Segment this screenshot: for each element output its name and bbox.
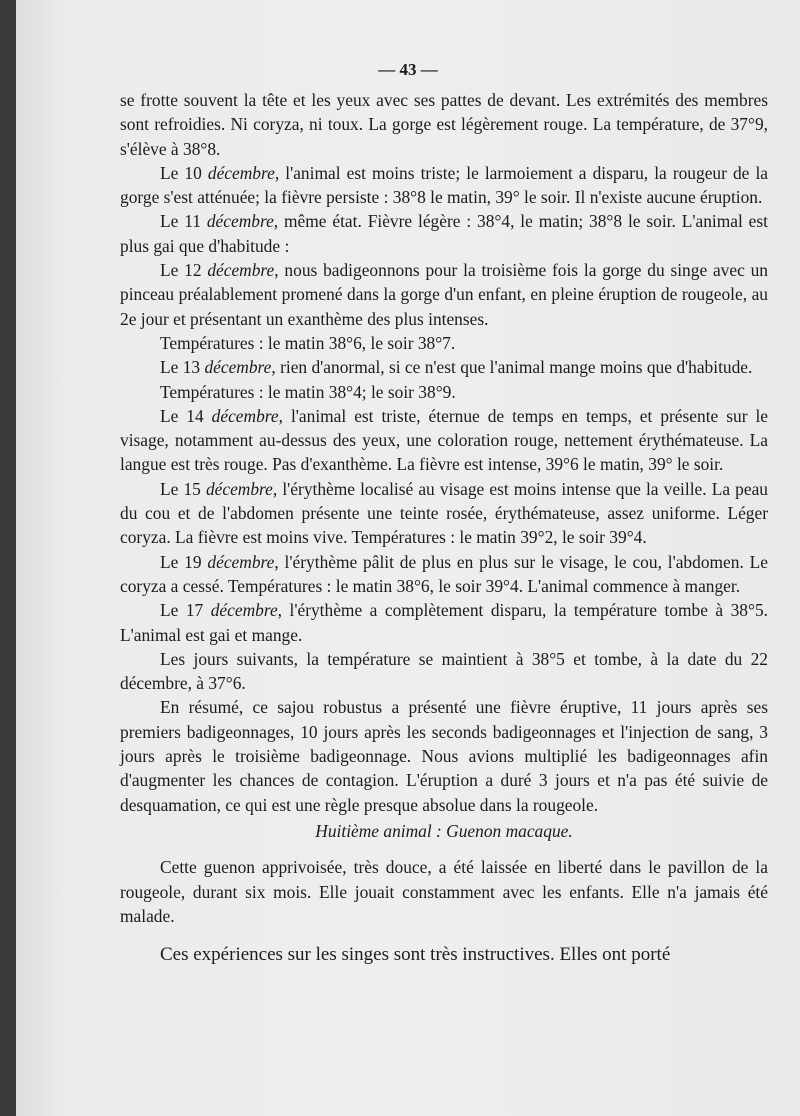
italic-date: décembre xyxy=(205,478,273,499)
body-text xyxy=(120,88,768,968)
italic-date: décembre xyxy=(210,600,278,621)
paragraph: Températures : le matin 38°6, le soir 38°7. xyxy=(160,332,456,353)
paragraph: En résumé, ce sajou robustus a présenté une fièvre éruptive, 11 jours après ses premiers badigeonnages, 10 jours après les seconds badigeonnages et l'injection de sang, 3 jours après le troisième badigeonnage. Nous avions multiplié les badigeonnages afin d'augmenter les chances de contagion. L'éruption a duré 3 jours et n'a pas été suivie de desquamation, ce qui est une règle presque absolue dans la rougeole. xyxy=(120,697,768,815)
paragraph: Le 15 décembre, l'érythème localisé au visage est moins intense que la veille. La peau du cou et de l'abdomen présente une teinte rosée, érythémateuse, assez uniforme. Léger coryza. La fièvre est moins vive. Températures : le matin 39°2, le soir 39°4. xyxy=(120,478,768,548)
paragraph: Le 17 décembre, l'érythème a complètement disparu, la température tombe à 38°5. L'animal est gai et mange. xyxy=(120,600,768,645)
paragraph: Cette guenon apprivoisée, très douce, a été laissée en liberté dans le pavillon de la rougeole, durant six mois. Elle jouait constamment avec les enfants. Elle n'a jamais été malade. xyxy=(120,857,768,926)
page-number: — 43 — xyxy=(378,60,438,79)
paragraph: Le 11 décembre, même état. Fièvre légère : 38°4, le matin; 38°8 le soir. L'animal est plus gai que d'habitude : xyxy=(120,211,768,256)
paragraph: Les jours suivants, la température se maintient à 38°5 et tombe, à la date du 22 décembre, à 37°6. xyxy=(120,648,768,694)
paragraph: Le 14 décembre, l'animal est triste, éternue de temps en temps, et présente sur le visage, notamment au-dessus des yeux, une coloration rouge, nettement érythémateuse. La langue est très rouge. Pas d'exanthème. La fièvre est intense, 39°6 le matin, 39° le soir. xyxy=(120,405,768,475)
italic-date: décembre xyxy=(204,357,272,378)
paragraph: Le 13 décembre, rien d'anormal, si ce n'est que l'animal mange moins que d'habitude. xyxy=(160,357,753,378)
paragraph: Le 12 décembre, nous badigeonnons pour la troisième fois la gorge du singe avec un pinceau préalablement promené dans la gorge d'un enfant, en pleine éruption de rougeole, au 2e jour et présentant un exanthème des plus intenses. xyxy=(120,260,768,329)
italic-date: décembre xyxy=(207,162,275,183)
italic-date: décembre xyxy=(207,551,275,572)
final-line: Ces expériences sur les singes sont très instructives. Elles ont porté xyxy=(160,944,671,966)
paragraph: Le 19 décembre, l'érythème pâlit de plus en plus sur le visage, le cou, l'abdomen. Le coryza a cessé. Températures : le matin 38°6, le soir 39°4. L'animal commence à manger. xyxy=(120,551,768,596)
paragraph: Le 10 décembre, l'animal est moins triste; le larmoiement a disparu, la rougeur de la gorge s'est atténuée; la fièvre persiste : 38°8 le matin, 39° le soir. Il n'existe aucune éruption. xyxy=(120,162,768,208)
italic-date: décembre xyxy=(207,260,275,281)
paragraph: Températures : le matin 38°4; le soir 38°9. xyxy=(160,381,456,402)
section-heading: Huitième animal : Guenon macaque. xyxy=(315,820,573,841)
italic-date: décembre xyxy=(206,211,274,232)
paragraph: se frotte souvent la tête et les yeux avec ses pattes de devant. Les extrémités des membres sont refroidies. Ni coryza, ni toux. La gorge est légèrement rouge. La température, de 37°9, s'élève à 38°8. xyxy=(120,90,768,159)
italic-date: décembre xyxy=(211,405,279,426)
book-page xyxy=(16,0,800,1116)
